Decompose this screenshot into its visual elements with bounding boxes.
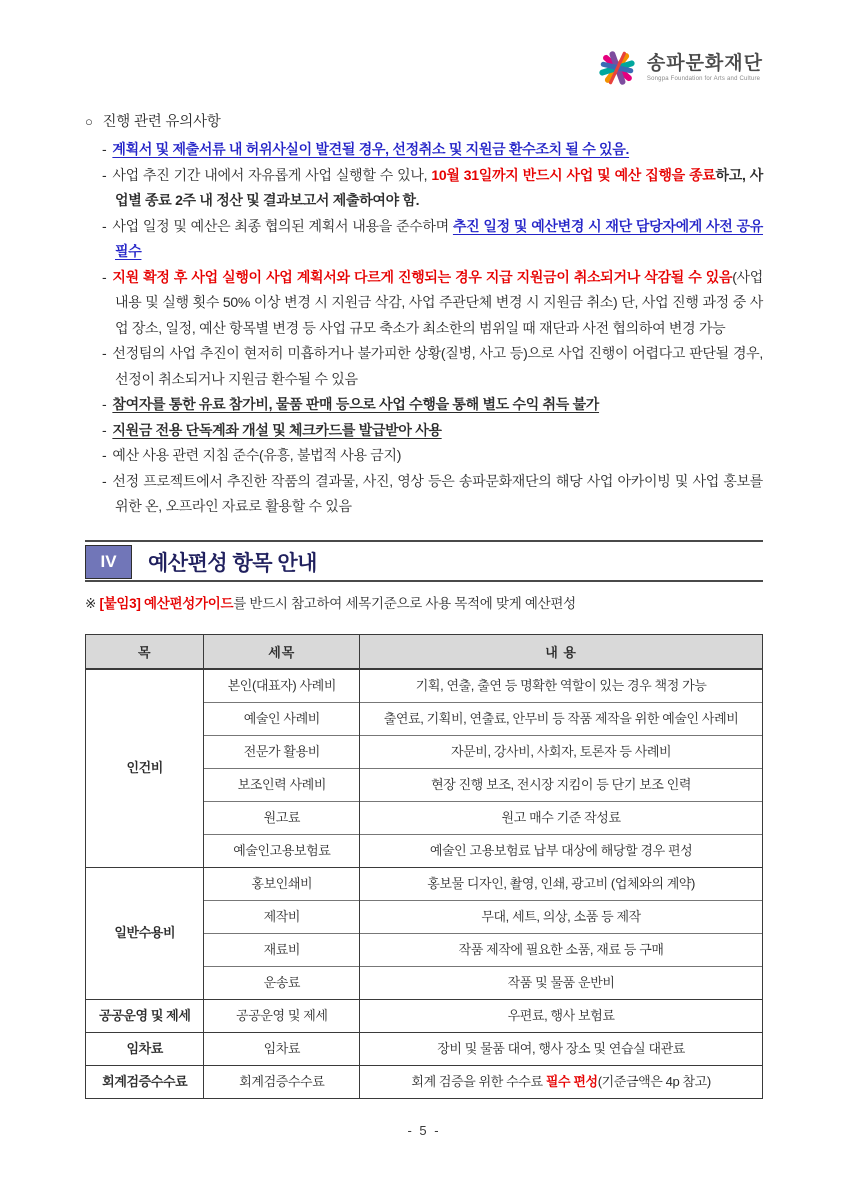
subitem-cell: 임차료 (204, 1032, 360, 1065)
subitem-cell: 운송료 (204, 966, 360, 999)
dash-bullet-icon: - (102, 447, 107, 463)
budget-note (85, 594, 763, 614)
table-row (86, 669, 763, 703)
dash-bullet-icon: - (102, 396, 107, 412)
text-segment: (사업 내용 및 실행 횟수 50% 이상 변경 시 지원금 삭감, 사업 주관단체 변경 시 지원금 취소) 단, 사업 진행 과정 중 사업 장소, 일정, 예산 항목별 변경 등 사업 규모 축소가 최소한의 범위일 때 재단과 사전 협의하여 변경 가능 (115, 268, 763, 336)
subitem-cell: 회계검증수수료 (204, 1065, 360, 1098)
notice-item (85, 137, 763, 163)
text-segment: 를 반드시 참고하여 세목기준으로 사용 목적에 맞게 예산편성 (233, 595, 576, 611)
dash-bullet-icon: - (102, 345, 107, 361)
dash-bullet-icon: - (102, 217, 107, 234)
category-cell: 일반수용비 (86, 867, 204, 999)
description-cell (360, 1065, 763, 1098)
text-segment: 선정 프로젝트에서 추진한 작품의 결과물, 사진, 영상 등은 송파문화재단의 해당 사업 아카이빙 및 사업 홍보를 위한 온, 오프라인 자료로 활용할 수 있음 (112, 472, 763, 514)
subitem-cell: 예술인고용보험료 (204, 834, 360, 867)
notice-item (85, 443, 763, 469)
col-header-description: 내 용 (360, 634, 763, 669)
description-cell: 출연료, 기획비, 연출료, 안무비 등 작품 제작을 위한 예술인 사례비 (360, 702, 763, 735)
foundation-logo (595, 46, 763, 90)
dash-bullet-icon: - (102, 268, 107, 285)
notice-item (85, 265, 763, 342)
text-segment: 회계 검증을 위한 수수료 (411, 1073, 546, 1089)
subitem-cell: 원고료 (204, 801, 360, 834)
description-cell: 원고 매수 기준 작성료 (360, 801, 763, 834)
budget-table-body (86, 669, 763, 1099)
table-row (86, 867, 763, 900)
text-segment: 참여자를 통한 유료 참가비, 물품 판매 등으로 사업 수행을 통해 별도 수익 취득 불가 (112, 396, 600, 412)
section-header-row (85, 544, 763, 580)
subitem-cell: 재료비 (204, 933, 360, 966)
logo-name: 송파문화재단 (646, 53, 763, 74)
dash-bullet-icon: - (102, 141, 107, 157)
circle-bullet-icon: ○ (85, 114, 93, 129)
dash-bullet-icon: - (102, 472, 107, 489)
subitem-cell: 홍보인쇄비 (204, 867, 360, 900)
description-cell: 현장 진행 보조, 전시장 지킴이 등 단기 보조 인력 (360, 768, 763, 801)
col-header-subitem: 세목 (204, 634, 360, 669)
notice-item (85, 418, 763, 444)
notice-item (85, 341, 763, 392)
description-cell: 홍보물 디자인, 촬영, 인쇄, 광고비 (업체와의 계약) (360, 867, 763, 900)
category-cell: 인건비 (86, 669, 204, 868)
notice-item (85, 392, 763, 418)
page-number: - 5 - (407, 1123, 441, 1138)
subitem-cell: 제작비 (204, 900, 360, 933)
text-segment: 사업 추진 기간 내에서 자유롭게 사업 실행할 수 있나, (112, 166, 432, 183)
notice-item (85, 469, 763, 520)
col-header-category: 목 (86, 634, 204, 669)
text-segment: (기준금액은 4p 참고) (597, 1073, 711, 1089)
description-cell: 자문비, 강사비, 사회자, 토론자 등 사례비 (360, 735, 763, 768)
text-segment: 지원 확정 후 사업 실행이 사업 계획서와 다르게 진행되는 경우 지급 지원금이 취소되거나 삭감될 수 있음 (112, 268, 733, 285)
text-segment: 선정팀의 사업 추진이 현저히 미흡하거나 불가피한 상황(질병, 사고 등)으로 사업 진행이 어렵다고 판단될 경우, 선정이 취소되거나 지원금 환수될 수 있음 (112, 345, 763, 387)
notice-list (85, 137, 763, 520)
logo-text (647, 54, 763, 82)
category-cell: 공공운영 및 제세 (86, 999, 204, 1032)
budget-table (85, 634, 763, 1099)
subitem-cell: 전문가 활용비 (204, 735, 360, 768)
notice-heading (85, 110, 763, 134)
dash-bullet-icon: - (102, 166, 107, 183)
category-cell: 회계검증수수료 (86, 1065, 204, 1098)
section-title: 예산편성 항목 안내 (148, 551, 317, 575)
notice-heading-label: 진행 관련 유의사항 (102, 114, 221, 130)
description-cell: 작품 및 물품 운반비 (360, 966, 763, 999)
subitem-cell: 보조인력 사례비 (204, 768, 360, 801)
notice-section (85, 110, 763, 520)
description-cell: 작품 제작에 필요한 소품, 재료 등 구매 (360, 933, 763, 966)
notice-item (85, 214, 763, 265)
text-segment: 하고, 사업별 종료 2주 내 정산 및 결과보고서 제출하여야 함. (115, 166, 763, 208)
description-cell: 예술인 고용보험료 납부 대상에 해당할 경우 편성 (360, 834, 763, 867)
table-row (86, 1032, 763, 1065)
description-cell: 우편료, 행사 보험료 (360, 999, 763, 1032)
dash-bullet-icon: - (102, 421, 107, 438)
text-segment: 필수 편성 (545, 1073, 598, 1089)
category-cell: 임차료 (86, 1032, 204, 1065)
budget-table-head (86, 634, 763, 669)
logo-tagline: Songpa Foundation for Arts and Culture (646, 76, 761, 82)
description-cell: 장비 및 물품 대여, 행사 장소 및 연습실 대관료 (360, 1032, 763, 1065)
page-header (85, 40, 763, 96)
text-segment: 계획서 및 제출서류 내 허위사실이 발견될 경우, 선정취소 및 지원금 환수조치 될 수 있음. (112, 141, 630, 157)
page-footer (0, 1123, 848, 1138)
subitem-cell: 공공운영 및 제세 (204, 999, 360, 1032)
text-segment: 10월 31일까지 반드시 사업 및 예산 집행을 종료 (431, 166, 716, 183)
text-segment: [붙임3] 예산편성가이드 (99, 595, 234, 611)
subitem-cell: 예술인 사례비 (204, 702, 360, 735)
table-row (86, 1065, 763, 1098)
text-segment: 추진 일정 및 예산변경 시 재단 담당자에게 사전 공유 필수 (115, 217, 763, 259)
notice-item (85, 163, 763, 214)
text-segment: 예산 사용 관련 지침 준수(유흥, 불법적 사용 금지) (112, 447, 402, 463)
text-segment: ※ (85, 595, 100, 611)
subitem-cell: 본인(대표자) 사례비 (204, 669, 360, 703)
section-header (85, 540, 763, 582)
description-cell: 무대, 세트, 의상, 소품 등 제작 (360, 900, 763, 933)
description-cell: 기획, 연출, 출연 등 명확한 역할이 있는 경우 책정 가능 (360, 669, 763, 703)
text-segment: 사업 일정 및 예산은 최종 협의된 계획서 내용을 준수하며 (112, 217, 453, 234)
section-number-badge: IV (85, 545, 132, 579)
table-header-row (86, 634, 763, 669)
logo-knot-icon (595, 46, 639, 90)
text-segment: 지원금 전용 단독계좌 개설 및 체크카드를 발급받아 사용 (112, 421, 442, 438)
table-row (86, 999, 763, 1032)
